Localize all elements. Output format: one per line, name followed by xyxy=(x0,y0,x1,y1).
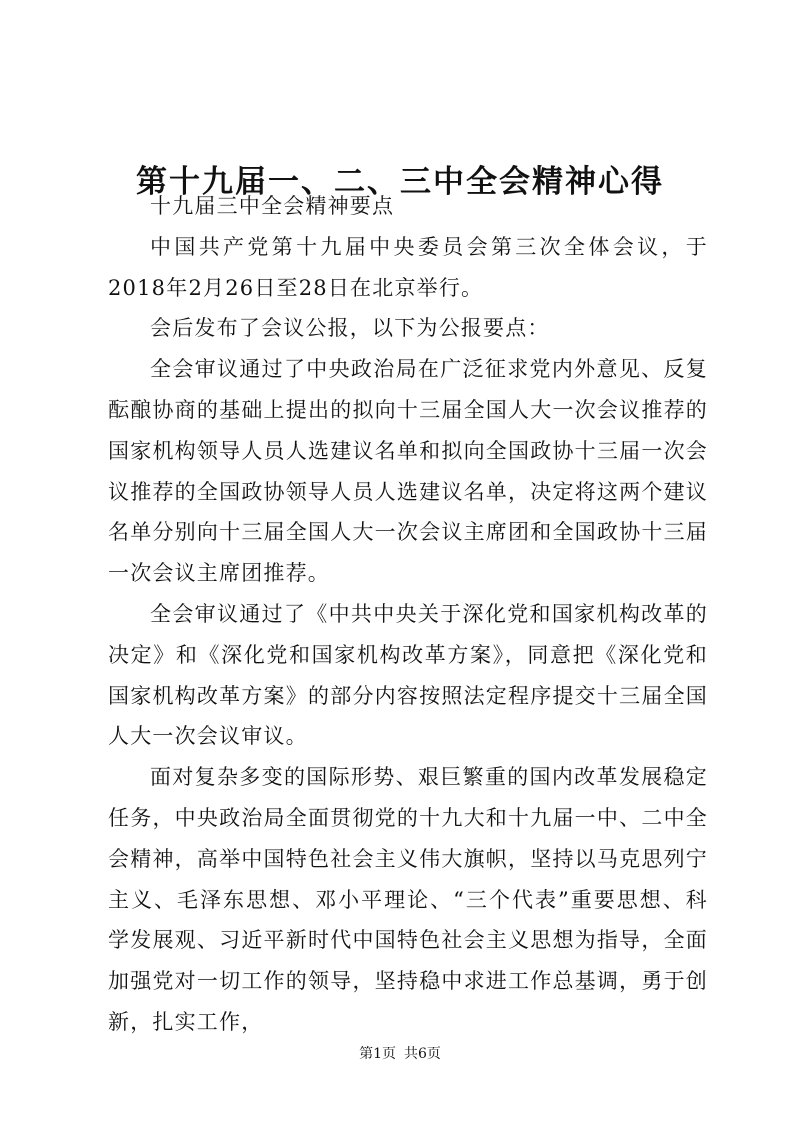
page-footer xyxy=(0,1044,800,1064)
page-total: 共6页 xyxy=(404,1046,441,1062)
paragraph-institutional-reform: 全会审议通过了《中共中央关于深化党和国家机构改革的决定》和《深化党和国家机构改革方案》，同意把《深化党和国家机构改革方案》的部分内容按照法定程序提交十三届全国人大一次会议审议。 xyxy=(108,601,708,749)
paragraph-communique-intro: 会后发布了会议公报，以下为公报要点： xyxy=(150,316,550,341)
paragraph-political-bureau: 面对复杂多变的国际形势、艰巨繁重的国内改革发展稳定任务，中央政治局全面贯彻党的十九大和十九届一中、二中全会精神，高举中国特色社会主义伟大旗帜，坚持以马克思列宁主义、毛泽东思想、邓小平理论、“三个代表”重要思想、科学发展观、习近平新时代中国特色社会主义思想为指导，全面加强党对一切工作的领导，坚持稳中求进工作总基调，勇于创新，扎实工作， xyxy=(108,765,708,1034)
document-title: 第十九届一、二、三中全会精神心得 xyxy=(136,163,664,200)
paragraph-meeting-date: 中国共产党第十九届中央委员会第三次全体会议，于2018年2月26日至28日在北京举行。 xyxy=(108,234,708,300)
document-body xyxy=(108,186,708,1043)
paragraph-personnel-lists: 全会审议通过了中央政治局在广泛征求党内外意见、反复酝酿协商的基础上提出的拟向十三届全国人大一次会议推荐的国家机构领导人员人选建议名单和拟向全国政协十三届一次会议推荐的全国政协领导人员人选建议名单，决定将这两个建议名单分别向十三届全国人大一次会议主席团和全国政协十三届一次会议主席团推荐。 xyxy=(108,357,708,586)
page-number: 第1页 xyxy=(359,1046,396,1062)
section-heading: 十九届三中全会精神要点 xyxy=(150,194,395,218)
